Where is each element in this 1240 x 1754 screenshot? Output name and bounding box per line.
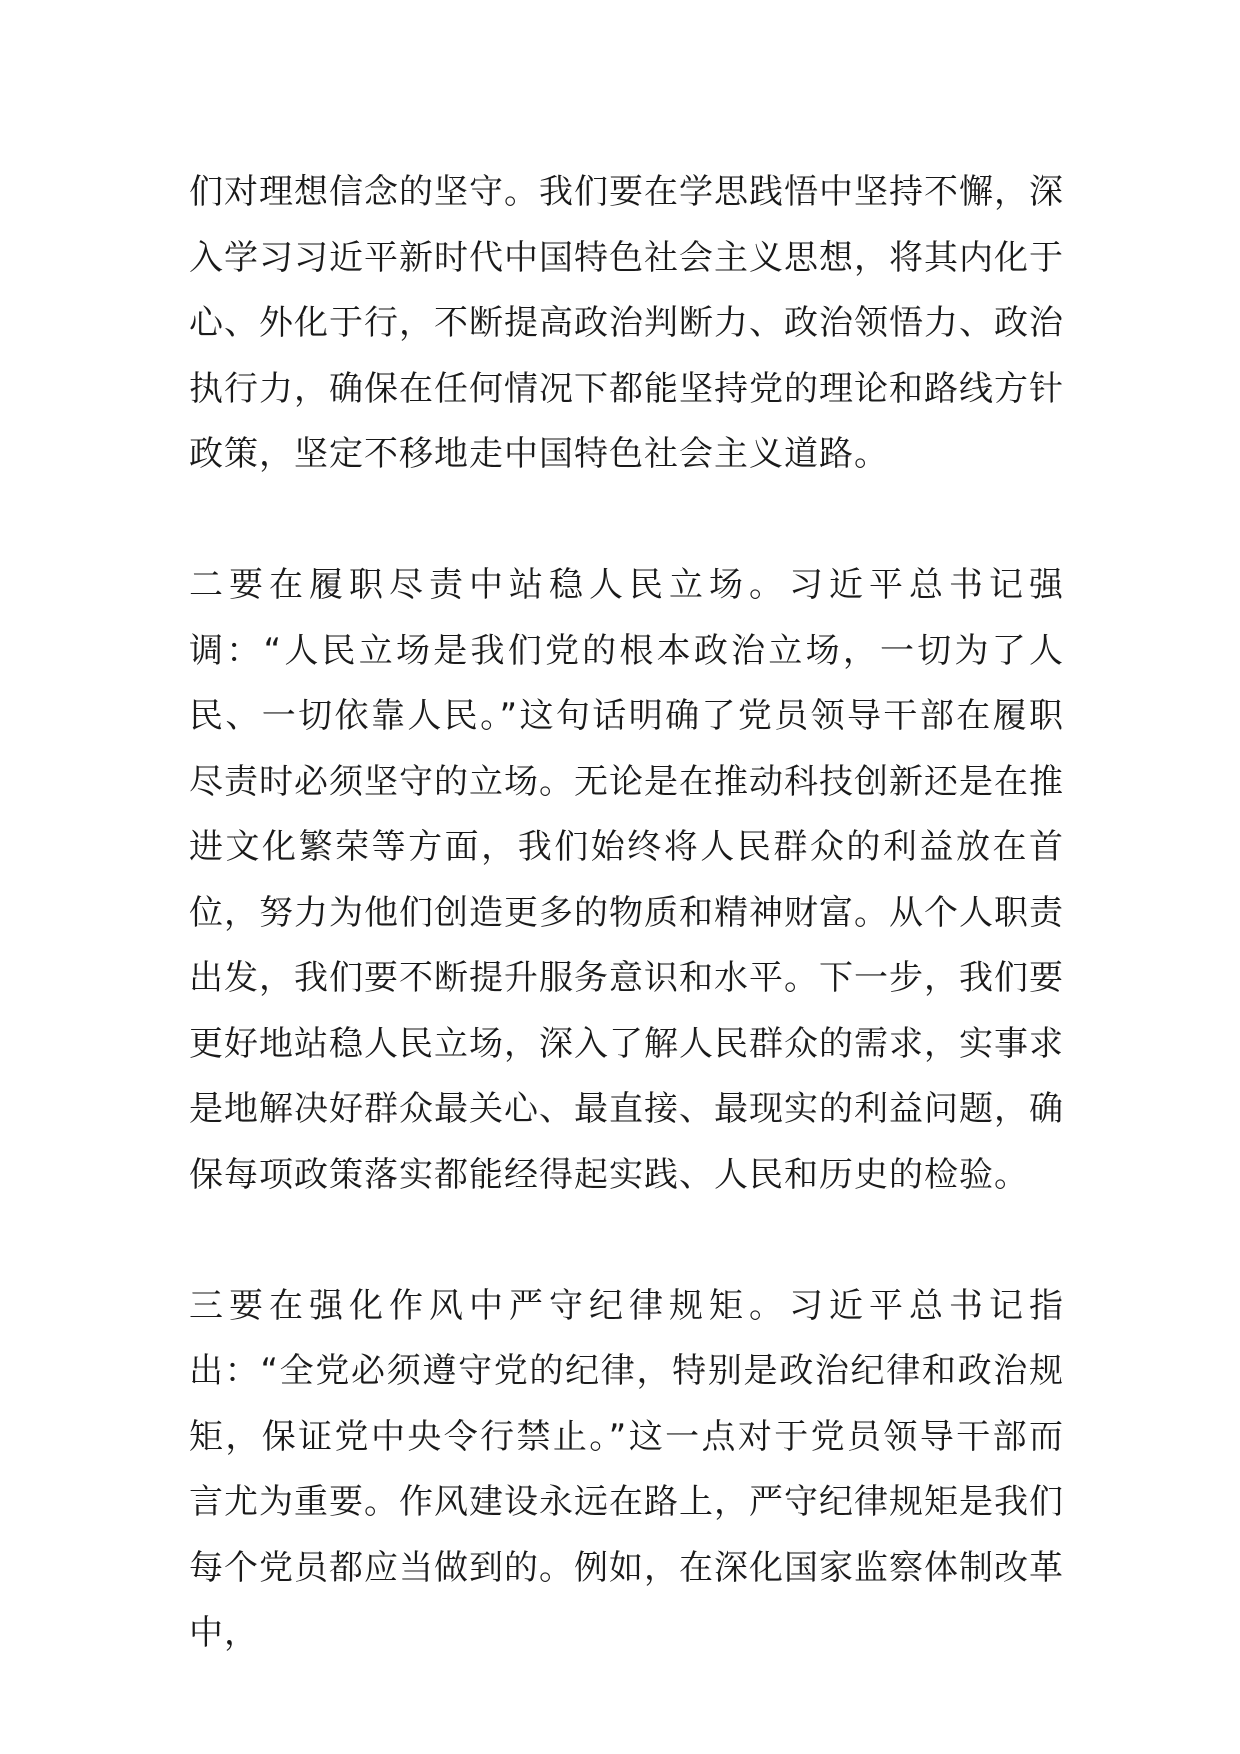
- paragraph-gap: [189, 488, 1064, 554]
- document-body: [189, 160, 1064, 1667]
- paragraph-people-stance: 二要在履职尽责中站稳人民立场。习近平总书记强调：“人民立场是我们党的根本政治立场，一切为了人民、一切依靠人民。”这句话明确了党员领导干部在履职尽责时必须坚守的立场。无论是在推动科技创新还是在推进文化繁荣等方面，我们始终将人民群众的利益放在首位，努力为他们创造更多的物质和精神财富。从个人职责出发，我们要不断提升服务意识和水平。下一步，我们要更好地站稳人民立场，深入了解人民群众的需求，实事求是地解决好群众最关心、最直接、最现实的利益问题，确保每项政策落实都能经得起实践、人民和历史的检验。: [189, 565, 1064, 1195]
- paragraph-gap: [189, 1208, 1064, 1274]
- paragraph-ideals: 们对理想信念的坚守。我们要在学思践悟中坚持不懈，深入学习习近平新时代中国特色社会主义思想，将其内化于心、外化于行，不断提高政治判断力、政治领悟力、政治执行力，确保在任何情况下都能坚持党的理论和路线方针政策，坚定不移地走中国特色社会主义道路。: [189, 172, 1064, 474]
- paragraph-discipline: 三要在强化作风中严守纪律规矩。习近平总书记指出：“全党必须遵守党的纪律，特别是政治纪律和政治规矩，保证党中央令行禁止。”这一点对于党员领导干部而言尤为重要。作风建设永远在路上，严守纪律规矩是我们每个党员都应当做到的。例如，在深化国家监察体制改革中，: [189, 1285, 1064, 1653]
